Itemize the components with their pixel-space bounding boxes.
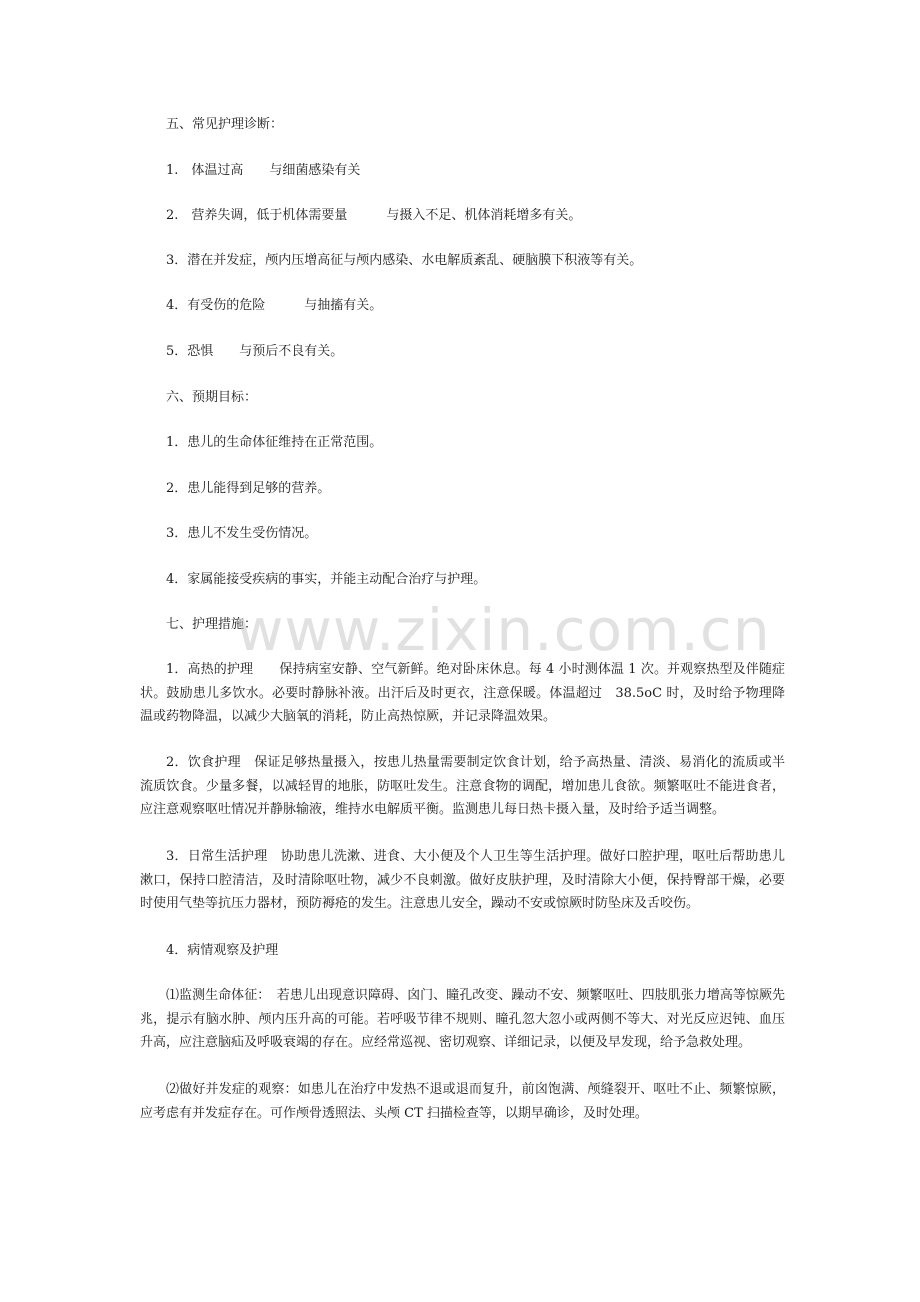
diagnosis-item-3: 3．潜在并发症，颅内压增高征与颅内感染、水电解质紊乱、硬脑膜下积液等有关。	[166, 253, 643, 268]
watermark: www.zixin.com.cn	[236, 596, 771, 664]
diagnosis-item-5: 5．恐惧 与预后不良有关。	[166, 344, 344, 359]
diagnosis-item-4: 4．有受伤的危险 与抽搐有关。	[166, 298, 383, 313]
goal-item-3: 3．患儿不发生受伤情况。	[166, 526, 318, 541]
measure-4-heading: 4．病情观察及护理	[166, 943, 279, 958]
diagnosis-item-1: 1. 体温过高 与细菌感染有关	[166, 163, 361, 178]
measure-paragraph-4b: ⑵做好并发症的观察：如患儿在治疗中发热不退或退而复升，前囟饱满、颅缝裂开、呕吐不止、频繁惊厥，应考虑有并发症存在。可作颅骨透照法、头颅 CT 扫描检查等，以期早确诊，及时处理。	[140, 1082, 785, 1121]
goal-item-4: 4．家属能接受疾病的事实，并能主动配合治疗与护理。	[166, 572, 487, 587]
goal-item-2: 2．患儿能得到足够的营养。	[166, 481, 331, 496]
goal-item-1: 1．患儿的生命体征维持在正常范围。	[166, 435, 383, 450]
section-7-heading: 七、护理措施：	[166, 617, 258, 632]
section-5-heading: 五、常见护理诊断：	[166, 117, 284, 132]
measure-paragraph-2: 2．饮食护理 保证足够热量摄入，按患儿热量需要制定饮食计划，给予高热量、清淡、易消化的流质或半流质饮食。少量多餐，以减轻胃的地胀，防呕吐发生。注意食物的调配，增加患儿食欲。频繁呕吐不能进食者，应注意观察呕吐情况并静脉输液，维持水电解质平衡。监测患儿每日热卡摄入量，及时给予适当调整。	[140, 755, 785, 817]
measure-paragraph-4a: ⑴监测生命体征： 若患儿出现意识障碍、囟门、瞳孔改变、躁动不安、频繁呕吐、四肢肌张力增高等惊厥先兆，提示有脑水肿、颅内压升高的可能。若呼吸节律不规则、瞳孔忽大忽小或两侧不等大、对光反应迟钝、血压升高，应注意脑疝及呼吸衰竭的存在。应经常巡视、密切观察、详细记录，以便及早发现，给予急救处理。	[140, 988, 785, 1050]
diagnosis-item-2: 2. 营养失调，低于机体需要量 与摄入不足、机体消耗增多有关。	[166, 208, 582, 223]
measure-paragraph-3: 3．日常生活护理 协助患儿洗漱、进食、大小便及个人卫生等生活护理。做好口腔护理，呕吐后帮助患儿漱口，保持口腔清洁，及时清除呕吐物，减少不良刺激。做好皮肤护理，及时清除大小便，保持臀部干燥，必要时使用气垫等抗压力器材，预防褥疮的发生。注意患儿安全，躁动不安或惊厥时防坠床及舌咬伤。	[140, 849, 785, 911]
section-6-heading: 六、预期目标：	[166, 390, 258, 405]
measure-paragraph-1: 1．高热的护理 保持病室安静、空气新鲜。绝对卧床休息。每 4 小时测体温 1 次。并观察热型及伴随症状。鼓励患儿多饮水。必要时静脉补液。出汗后及时更衣，注意保暖。体温超过 38.5oC 时，及时给予物理降温或药物降温，以减少大脑氧的消耗，防止高热惊厥，并记录降温效果。	[140, 662, 785, 724]
